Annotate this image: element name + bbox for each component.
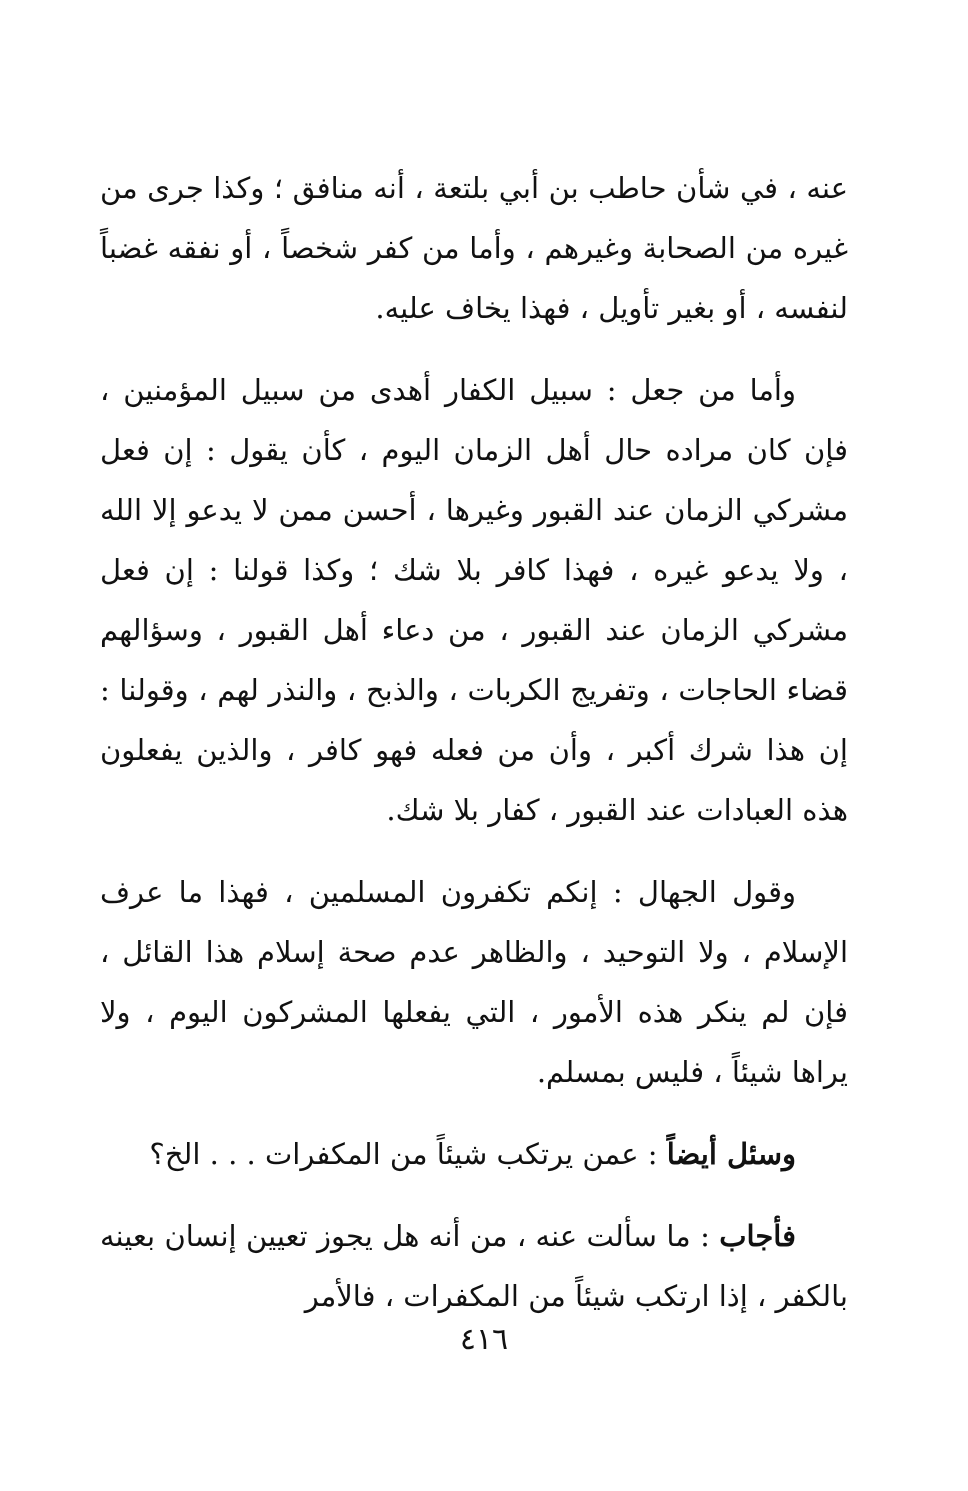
paragraph-ignorant-saying <box>100 862 848 1102</box>
paragraph-text: وأما من جعل : سبيل الكفار أهدى من سبيل المؤمنين ، فإن كان مراده حال أهل الزمان اليوم ، كأن يقول : إن فعل مشركي الزمان عند القبور وغيرها ، أحسن ممن لا يدعو إلا الله ، ولا يدعو غيره ، فهذا كافر بلا شك ؛ وكذا قولنا : إن فعل مشركي الزمان عند القبور ، من دعاء أهل القبور ، وسؤالهم قضاء الحاجات ، وتفريج الكربات ، والذبح ، والنذر لهم ، وقولنا : إن هذا شرك أكبر ، وأن من فعله فهو كافر ، والذين يفعلون هذه العبادات عند القبور ، كفار بلا شك. <box>100 373 848 827</box>
paragraph-kafir-path <box>100 360 848 840</box>
page-body <box>100 158 848 1326</box>
paragraph-text: : عمن يرتكب شيئاً من المكفرات . . . الخ؟ <box>149 1137 667 1171</box>
paragraph-text: : ما سألت عنه ، من أنه هل يجوز تعيين إنسان بعينه بالكفر ، إذا ارتكب شيئاً من المكفرات ، فالأمر <box>100 1219 848 1313</box>
paragraph-answer <box>100 1206 848 1326</box>
paragraph-continuation <box>100 158 848 338</box>
question-lead: وسئل أيضاً <box>666 1137 796 1171</box>
paragraph-question <box>100 1124 848 1184</box>
paragraph-text: وقول الجهال : إنكم تكفرون المسلمين ، فهذا ما عرف الإسلام ، ولا التوحيد ، والظاهر عدم صحة إسلام هذا القائل ، فإن لم ينكر هذه الأمور ، التي يفعلها المشركون اليوم ، ولا يراها شيئاً ، فليس بمسلم. <box>100 875 848 1089</box>
paragraph-text: عنه ، في شأن حاطب بن أبي بلتعة ، أنه منافق ؛ وكذا جرى من غيره من الصحابة وغيرهم ، وأما من كفر شخصاً ، أو نفقه غضباً لنفسه ، أو بغير تأويل ، فهذا يخاف عليه. <box>100 171 848 325</box>
answer-lead: فأجاب <box>719 1219 796 1253</box>
page-number: ٤١٦ <box>459 1322 509 1357</box>
